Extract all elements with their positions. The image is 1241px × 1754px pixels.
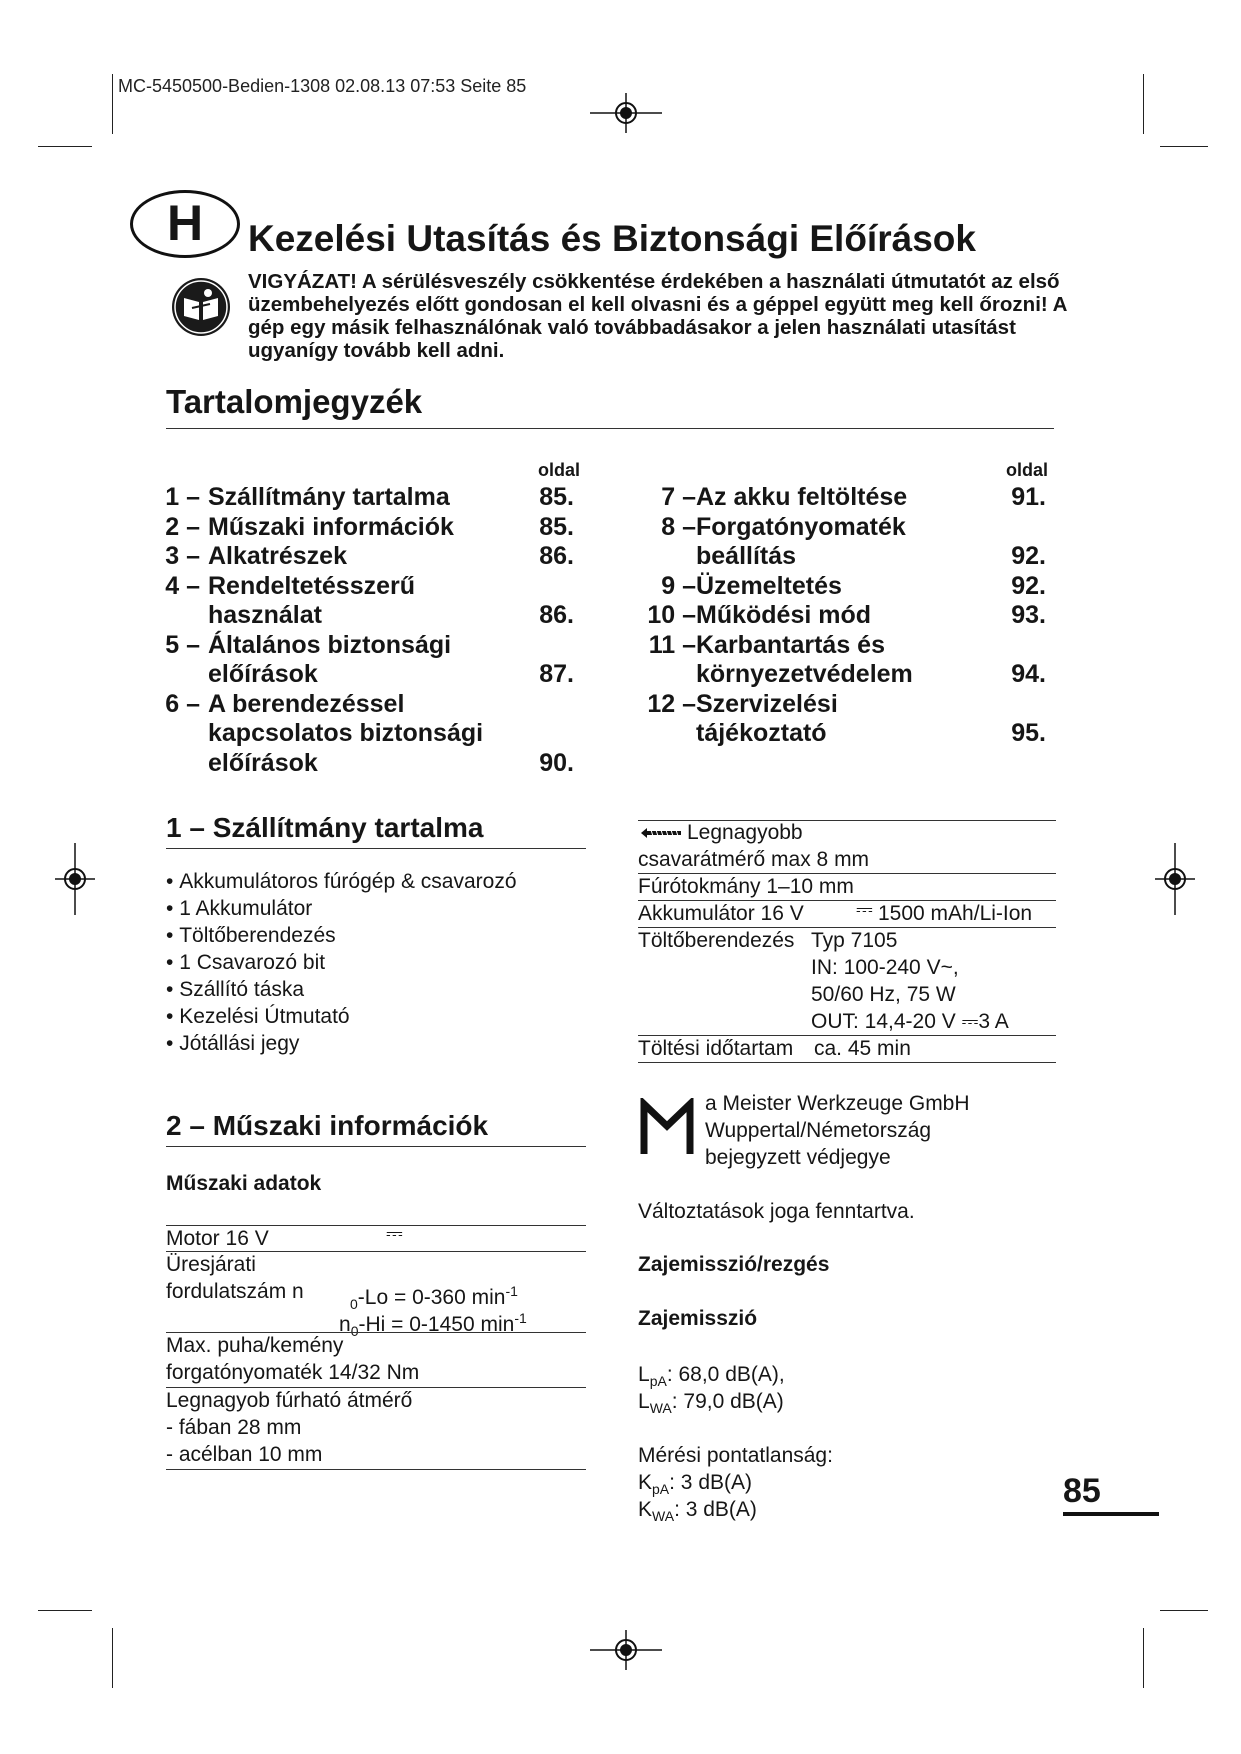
spec-charger-label: Töltőberendezés (638, 929, 795, 952)
toc-entry-title: beállítás (696, 542, 797, 570)
toc-entry-title: Alkatrészek (208, 542, 347, 570)
spec-charger-in: IN: 100-240 V~, (811, 956, 959, 979)
spec-screw-label: Legnagyobb (687, 821, 803, 844)
subsection-title: Műszaki adatok (166, 1172, 322, 1195)
list-item: • Szállító táska (166, 976, 517, 1003)
toc-page-header: oldal (538, 460, 581, 480)
toc-entry-number: 8 – (661, 512, 696, 541)
spec-idle-lo: $_0$-Lo = 0-360 $\min^{-1}$ (350, 1283, 518, 1313)
crop-mark (38, 146, 92, 147)
spec-torque: forgatónyomaték 14/32 Nm (166, 1361, 420, 1384)
toc-entry-page: 86. (539, 542, 574, 570)
safety-warning: VIGYÁZAT! A sérülésveszély csökkentése érdekében a használati útmutatót az első üzembehelyezés előtt gondosan el kell olvasni és a géppel együtt meg kell őrozni! A gép egy másik felhasználónak való továbbadásakor a jelen használati utasítást ugyanígy tovább kell adni. (248, 270, 1067, 362)
noise-kpa: $K_{pA}$: 3 dB(A) (638, 1471, 753, 1498)
divider (166, 848, 586, 849)
print-header: MC-5450500-Bedien-1308 02.08.13 07:53 Seite 85 (118, 76, 527, 96)
spec-charger-freq: 50/60 Hz, 75 W (811, 983, 956, 1006)
spec-drill-wood: - fában 28 mm (166, 1416, 302, 1439)
crop-mark (1143, 74, 1144, 134)
divider (638, 1062, 1056, 1063)
list-item: • Kezelési Útmutató (166, 1003, 517, 1030)
crop-mark (38, 1610, 92, 1611)
noise-kwa: $K_{WA}$: 3 dB(A) (638, 1498, 757, 1525)
list-item: • Jótállási jegy (166, 1030, 517, 1057)
delivery-contents-list (166, 868, 517, 1057)
toc-entry-page: 87. (539, 660, 574, 688)
spec-torque: Max. puha/kemény (166, 1334, 344, 1357)
spec-battery-label: Akkumulátor 16 V (638, 902, 804, 925)
registration-mark-icon (590, 93, 662, 133)
page-number: 85 (1063, 1472, 1101, 1510)
toc-entry-number: 5 – (165, 630, 200, 659)
crop-mark (1143, 1628, 1144, 1688)
toc-entry-title: Működési mód (696, 601, 872, 629)
toc-entry-title: Általános biztonsági (208, 630, 452, 659)
toc-title: Tartalomjegyzék (166, 383, 423, 420)
toc-entry-title: Műszaki információk (208, 512, 454, 541)
toc-entry-page: 85. (539, 512, 574, 541)
toc-entry-title: használat (208, 601, 322, 629)
list-item: • 1 Csavarozó bit (166, 949, 517, 976)
toc-entry-page: 94. (1011, 660, 1046, 688)
toc-entry-title: környezetvédelem (696, 660, 913, 688)
toc-entry-number: 11 – (648, 630, 696, 659)
registration-mark-icon (55, 843, 95, 915)
toc-entry-title: kapcsolatos biztonsági (208, 719, 484, 747)
toc-entry-page: 91. (1011, 483, 1046, 511)
toc-entry-title: Forgatónyomaték (696, 512, 906, 541)
list-item: • Töltőberendezés (166, 922, 517, 949)
toc-entry-title: A berendezéssel (208, 689, 405, 718)
toc-entry-title: Üzemeltetés (696, 571, 842, 600)
toc-entry-page: 90. (539, 748, 574, 777)
toc-entry-number: 12 – (647, 689, 696, 718)
meister-logo-icon (640, 1098, 694, 1156)
toc-entry-page: 85. (539, 483, 574, 511)
toc-entry-title: előírások (208, 748, 318, 777)
spec-charge-time-value: ca. 45 min (814, 1037, 911, 1060)
toc-entry-number: 3 – (165, 542, 200, 570)
spec-charger-out: OUT: 14,4-20 V ⎓3 A (811, 1010, 1009, 1033)
dc-symbol-icon: ⎓ (961, 1010, 979, 1033)
subsection-title: Zajemisszió/rezgés (638, 1253, 830, 1276)
crop-mark (112, 74, 113, 134)
read-manual-icon (170, 276, 232, 338)
toc-entry-number: 4 – (165, 571, 200, 600)
toc-entry-page: 92. (1011, 542, 1046, 570)
dc-symbol-icon: ⎓ (386, 1222, 403, 1245)
noise-lpa: $L_{pA}$: 68,0 dB(A), (638, 1363, 785, 1390)
spec-drill-steel: - acélban 10 mm (166, 1443, 323, 1466)
toc-entry-title: előírások (208, 660, 318, 688)
toc-entry-page: 93. (1011, 601, 1046, 629)
list-item: • 1 Akkumulátor (166, 895, 517, 922)
spec-battery-value: 1500 mAh/Li-Ion (878, 902, 1033, 925)
toc-entry-title: Rendeltetésszerű (208, 571, 416, 600)
spec-charge-time-label: Töltési időtartam (638, 1037, 794, 1060)
crop-mark (1160, 1610, 1208, 1611)
trademark-line: Wuppertal/Németország (705, 1119, 932, 1142)
spec-screw-value: csavarátmérő max 8 mm (638, 848, 870, 871)
toc-entry-page: 92. (1011, 571, 1046, 600)
toc-entry-number: 1 – (165, 483, 200, 511)
registration-mark-icon (1155, 843, 1195, 915)
toc-entry-number: 9 – (661, 571, 696, 600)
list-item: • Akkumulátoros fúrógép & csavarozó (166, 868, 517, 895)
trademark-line: bejegyzett védjegye (705, 1146, 891, 1169)
language-badge: H (130, 190, 240, 258)
screw-icon (639, 826, 683, 840)
noise-lwa: $L_{WA}$: 79,0 dB(A) (638, 1390, 784, 1417)
toc-entry-title: tájékoztató (696, 719, 827, 747)
divider (166, 1469, 586, 1470)
toc-entry-number: 6 – (165, 689, 200, 718)
page-title: Kezelési Utasítás és Biztonsági Előírások (248, 218, 976, 259)
toc-entry-title: Szállítmány tartalma (208, 483, 450, 511)
toc-entry-number: 7 – (661, 483, 696, 511)
section-title: 1 – Szállítmány tartalma (166, 812, 484, 843)
toc-entry-title: Szervizelési (696, 689, 838, 718)
section-title: 2 – Műszaki információk (166, 1110, 489, 1141)
crop-mark (1160, 146, 1208, 147)
divider (1063, 1512, 1159, 1516)
toc-page-header: oldal (1006, 460, 1049, 480)
rights-reserved: Változtatások joga fenntartva. (638, 1200, 915, 1223)
toc-entry-page: 86. (539, 601, 574, 629)
toc-entry-title: Az akku feltöltése (696, 483, 908, 511)
toc-entry-number: 2 – (165, 512, 200, 541)
divider (166, 1146, 586, 1147)
subsection-title: Zajemisszió (638, 1307, 758, 1330)
dc-symbol-icon: ⎓ (856, 898, 873, 921)
spec-idle-label: Üresjárati (166, 1253, 256, 1276)
spec-drill-diameter: Legnagyob fúrható átmérő (166, 1389, 413, 1412)
divider (166, 428, 1054, 429)
trademark-line: a Meister Werkzeuge GmbH (705, 1092, 970, 1115)
spec-idle-hi: $n_0-Hi = 0-1450$ $\min^{-1}$ (339, 1310, 527, 1340)
toc-entry-page: 95. (1011, 719, 1046, 747)
spec-chuck: Fúrótokmány 1–10 mm (638, 875, 854, 898)
toc-entry-number: 10 – (647, 601, 696, 629)
crop-mark (112, 1628, 113, 1688)
spec-idle-label: fordulatszám n (166, 1280, 304, 1303)
noise-uncertainty-label: Mérési pontatlanság: (638, 1444, 833, 1467)
spec-charger-type: Typ 7105 (811, 929, 898, 952)
spec-motor: Motor 16 V (166, 1227, 269, 1250)
registration-mark-icon (590, 1630, 662, 1670)
toc-entry-title: Karbantartás és (696, 630, 885, 659)
